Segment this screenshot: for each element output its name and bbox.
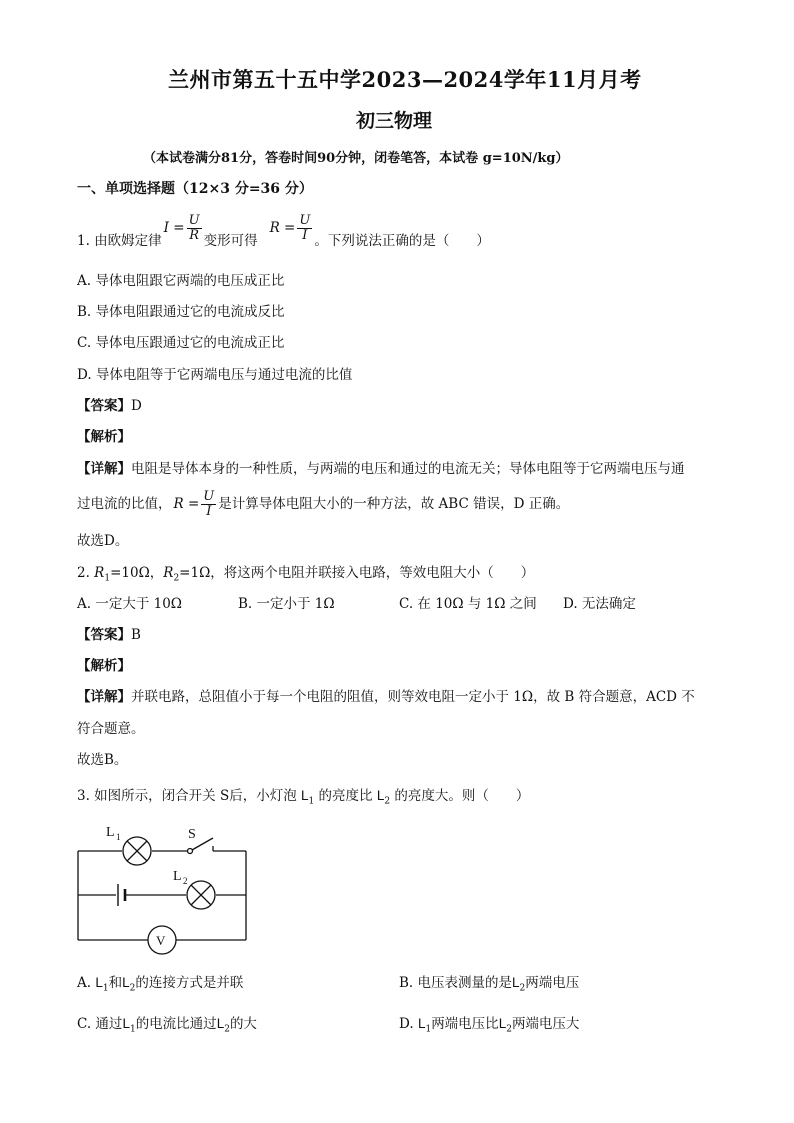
label-l2-sub: 2 <box>183 876 188 886</box>
q3-d-l2: L <box>498 1016 507 1031</box>
q1-formula2-fraction <box>297 214 312 243</box>
q1-formula2-den: I <box>302 227 308 243</box>
q3-option-a <box>77 973 243 999</box>
q1-formula1-fraction <box>187 214 202 243</box>
q1-detail-formula-lhs: R = <box>173 496 200 512</box>
q1-detail-formula <box>174 490 217 519</box>
q1-detail-tag: 【详解】 <box>77 461 131 477</box>
q3-c-l1-sub: 1 <box>129 1024 136 1035</box>
q1-detail-text1: 电阻是导体本身的一种性质，与两端的电压和通过的电流无关；导体电阻等于它两端电压与通 <box>131 461 685 477</box>
q3-a-pre: A. <box>77 975 96 991</box>
q2-detail-text1: 并联电路，总阻值小于每一个电阻的阻值，则等效电阻一定小于 1Ω，故 B 符合题意，ACD 不 <box>131 689 695 705</box>
q3-a-mid: 和 <box>108 975 123 991</box>
exam-subtitle: 初三物理 <box>356 110 433 132</box>
q2-answer-value: B <box>131 627 141 643</box>
q2-answer <box>77 625 141 645</box>
q3-d-l1-sub: 1 <box>425 1024 432 1035</box>
q2-option-a: A. 一定大于 10Ω <box>77 596 182 612</box>
q2-r2: R <box>163 565 174 581</box>
q3-d-l2-sub: 2 <box>506 1024 512 1035</box>
exam-title: 兰州市第五十五中学2023—2024学年11月月考 <box>168 67 642 92</box>
section-heading: 一、单项选择题（12×3 分=36 分） <box>77 181 313 197</box>
q1-conclusion: 故选D。 <box>77 533 129 549</box>
q2-detail-tag: 【详解】 <box>77 689 131 705</box>
q3-stem-a: 3. 如图所示，闭合开关 S后，小灯泡 <box>77 788 302 804</box>
q1-formula-resistance <box>270 214 313 243</box>
q1-prefix: 1. 由欧姆定律 <box>77 233 162 249</box>
q2-answer-tag: 【答案】 <box>77 627 131 643</box>
q3-a-l1-sub: 1 <box>102 983 109 994</box>
label-s: S <box>188 827 196 842</box>
q3-option-b <box>399 973 579 999</box>
label-l1: L <box>106 825 115 840</box>
q3-stem-c: 的亮度大。则（ ） <box>390 788 530 804</box>
q3-b-l2-sub: 2 <box>519 983 526 994</box>
q1-option-c: C. 导体电压跟通过它的电流成正比 <box>77 335 285 351</box>
q3-a-post: 的连接方式是并联 <box>135 975 244 991</box>
q3-l2-sub: 2 <box>384 796 391 807</box>
q1-mid: 变形可得 <box>203 233 258 249</box>
q3-a-l2-sub: 2 <box>129 983 136 994</box>
q3-option-c <box>77 1014 257 1040</box>
q1-answer <box>77 396 142 416</box>
q1-detail-line2 <box>77 484 569 524</box>
q1-detail-text2b: 是计算导体电阻大小的一种方法，故 ABC 错误，D 正确。 <box>218 496 570 512</box>
q1-formula2-lhs: R = <box>269 220 296 236</box>
q2-num: 2. <box>77 565 95 581</box>
q1-answer-value: D <box>131 398 142 414</box>
q3-stem-b: 的亮度比 <box>314 788 377 804</box>
q3-c-l2: L <box>216 1016 225 1031</box>
q3-c-post: 的大 <box>229 1016 257 1032</box>
q3-b-post: 两端电压 <box>525 975 580 991</box>
q2-detail-line1 <box>77 687 695 707</box>
q1-formula2-num: U <box>299 212 311 228</box>
q3-d-post: 两端电压大 <box>511 1016 580 1032</box>
q3-c-l1: L <box>122 1016 130 1031</box>
q1-option-d: D. 导体电阻等于它两端电压与通过电流的比值 <box>77 367 353 383</box>
q3-b-pre: B. 电压表测量的是 <box>399 975 513 991</box>
q3-a-l2: L <box>122 975 130 990</box>
q2-r2-sub: 2 <box>173 573 180 584</box>
q3-a-l1: L <box>95 975 103 990</box>
q3-d-pre: D. <box>399 1016 418 1032</box>
q3-l1: L <box>301 788 309 803</box>
q2-analysis-tag: 【解析】 <box>77 658 131 674</box>
q1-option-a: A. 导体电阻跟它两端的电压成正比 <box>77 273 285 289</box>
q3-l2: L <box>376 788 385 803</box>
question-1-stem <box>77 212 490 256</box>
q2-option-c: C. 在 10Ω 与 1Ω 之间 <box>399 596 537 612</box>
question-2-stem <box>77 563 534 589</box>
q2-option-b: B. 一定小于 1Ω <box>238 596 335 612</box>
q1-formula-ohm <box>164 214 202 243</box>
q2-r1-val: =10Ω， <box>110 565 164 581</box>
exam-note: （本试卷满分81分，答卷时间90分钟，闭卷笔答，本试卷 g=10N/kg） <box>143 151 569 166</box>
q3-l1-sub: 1 <box>308 796 315 807</box>
q3-c-mid: 的电流比通过 <box>135 1016 217 1032</box>
q1-detail-formula-den: I <box>206 503 212 519</box>
q2-r1-sub: 1 <box>104 573 111 584</box>
circuit-diagram <box>70 818 270 958</box>
q1-option-b: B. 导体电阻跟通过它的电流成反比 <box>77 304 285 320</box>
q1-formula1-den: R <box>189 227 199 243</box>
q1-detail-line1 <box>77 459 685 479</box>
label-l2: L <box>173 869 182 884</box>
q1-answer-tag: 【答案】 <box>77 398 131 414</box>
q1-detail-formula-num: U <box>203 488 215 504</box>
label-v: V <box>156 933 166 948</box>
q1-detail-text2a: 过电流的比值， <box>77 496 172 512</box>
q2-detail-line2: 符合题意。 <box>77 721 145 737</box>
q3-b-l2: L <box>512 975 520 990</box>
label-l1-sub: 1 <box>116 832 121 842</box>
q3-c-pre: C. 通过 <box>77 1016 123 1032</box>
q2-option-d: D. 无法确定 <box>563 596 636 612</box>
question-3-stem <box>77 786 529 812</box>
q1-formula1-lhs: I = <box>163 220 185 236</box>
q3-d-l1: L <box>417 1016 426 1031</box>
q2-r2-val: =1Ω，将这两个电阻并联接入电路，等效电阻大小（ ） <box>179 565 535 581</box>
q1-detail-formula-fraction <box>201 490 216 519</box>
q3-c-l2-sub: 2 <box>224 1024 230 1035</box>
q3-d-mid: 两端电压比 <box>431 1016 499 1032</box>
q3-option-d <box>399 1014 579 1040</box>
q2-conclusion: 故选B。 <box>77 752 128 768</box>
q2-r1: R <box>94 565 105 581</box>
q1-suffix: 。下列说法正确的是（ ） <box>314 233 490 249</box>
q1-formula1-num: U <box>188 212 200 228</box>
switch-s-contact <box>188 849 193 854</box>
q1-analysis-tag: 【解析】 <box>77 429 131 445</box>
